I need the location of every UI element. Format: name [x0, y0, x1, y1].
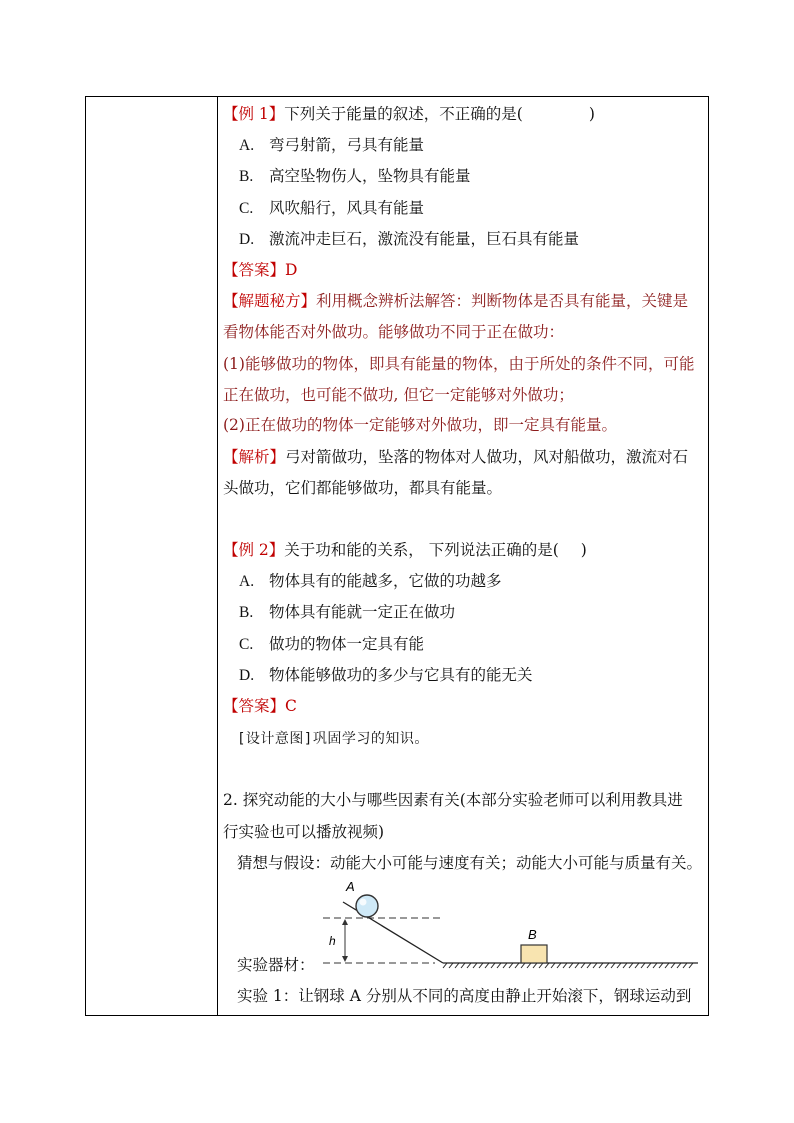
section2-title-line-1: 2. 探究动能的大小与哪些因素有关(本部分实验老师可以利用教具进	[223, 791, 683, 809]
ex1-tip-line-2: 看物体能否对外做功。能够做功不同于正在做功：	[223, 323, 565, 341]
incline-experiment-diagram	[313, 875, 713, 975]
ex1-tip-line-4: 正在做功，也可能不做功, 但它一定能够对外做功；	[223, 386, 574, 404]
ex1-close-paren: )	[588, 105, 595, 123]
ex2-option-b: B. 物体具有能就一定正在做功	[239, 603, 456, 621]
column-divider	[217, 97, 218, 1015]
lesson-table	[85, 96, 709, 1016]
ex2-question: 关于功和能的关系， 下列说法正确的是(	[284, 541, 559, 559]
ex1-tip-line-3: (1)能够做功的物体，即具有能量的物体，由于所处的条件不同，可能	[223, 355, 695, 373]
ex2-tag: 【例 2】	[223, 541, 285, 559]
ground-hatching	[443, 963, 693, 968]
section2-equipment: 实验器材：	[237, 956, 315, 974]
ex2-design-intent: [设计意图]巩固学习的知识。	[237, 731, 429, 747]
ex2-option-a: A. 物体具有的能越多，它做的功越多	[239, 572, 502, 590]
ex1-option-b: B. 高空坠物伤人，坠物具有能量	[239, 167, 471, 185]
section2-title-line-2: 行实验也可以播放视频)	[223, 823, 385, 841]
ball-highlight	[360, 899, 367, 906]
label-b: B	[528, 927, 537, 942]
ex1-analysis-line-2: 头做功，它们都能够做功，都具有能量。	[223, 479, 503, 497]
ex1-analysis-line-1: 【解析】弓对箭做功，坠落的物体对人做功，风对船做功，激流对石	[223, 448, 689, 466]
height-arrow-down	[342, 956, 348, 962]
ex1-answer: 【答案】D	[223, 261, 298, 279]
height-arrow-up	[342, 919, 348, 925]
label-a: A	[346, 879, 355, 894]
ex2-question-line	[223, 540, 587, 560]
ex1-tag: 【例 1】	[223, 105, 285, 123]
ex2-close-paren: )	[580, 541, 587, 559]
ex1-option-d: D. 激流冲走巨石，激流没有能量，巨石具有能量	[239, 230, 580, 248]
wood-block-b	[521, 945, 547, 963]
section2-hypothesis: 猜想与假设：动能大小可能与速度有关；动能大小可能与质量有关。	[237, 854, 703, 872]
ex1-option-a: A. 弯弓射箭，弓具有能量	[239, 136, 425, 154]
ex1-option-c: C. 风吹船行，风具有能量	[239, 199, 425, 217]
label-h: h	[329, 934, 336, 948]
ex1-question: 下列关于能量的叙述，不正确的是(	[284, 105, 523, 123]
ex1-tip-line-1: 【解题秘方】利用概念辨析法解答：判断物体是否具有能量，关键是	[223, 292, 689, 310]
ex2-answer: 【答案】C	[223, 697, 297, 715]
ex1-question-line	[223, 104, 595, 124]
section2-experiment-1: 实验 1：让钢球 A 分别从不同的高度由静止开始滚下，钢球运动到	[237, 987, 692, 1005]
steel-ball-a	[356, 895, 378, 917]
ex1-tip-line-5: (2)正在做功的物体一定能够对外做功，即一定具有能量。	[223, 416, 617, 434]
ex2-option-c: C. 做功的物体一定具有能	[239, 635, 425, 653]
ex2-option-d: D. 物体能够做功的多少与它具有的能无关	[239, 666, 533, 684]
